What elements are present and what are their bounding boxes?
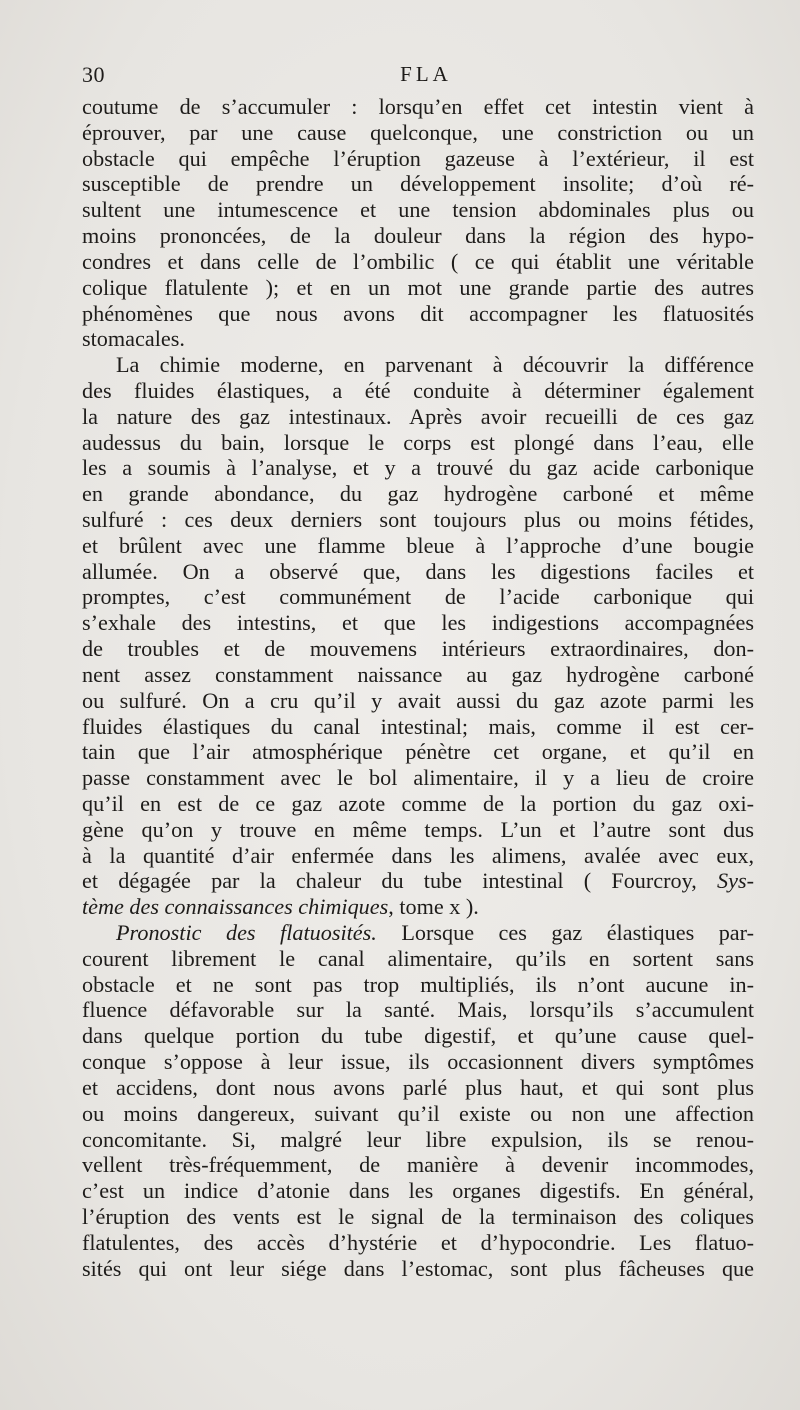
- text-segment: allumée. On a observé que, dans les digestions faciles et: [82, 558, 754, 584]
- text-segment: en grande abondance, du gaz hydrogène carboné et même: [82, 481, 754, 507]
- text-segment: fluence défavorable sur la santé. Mais, lorsqu’ils s’accumulent: [82, 997, 754, 1023]
- text-segment: colique flatulente ); et en un mot une grande partie des autres: [82, 274, 754, 300]
- page-number: 30: [82, 62, 105, 87]
- text-segment: gène qu’on y trouve en même temps. L’un et l’autre sont dus: [82, 816, 754, 842]
- text-line: [82, 223, 754, 249]
- text-segment: c’est un indice d’atonie dans les organes digestifs. En général,: [82, 1178, 754, 1204]
- text-segment: susceptible de prendre un développement insolite; d’où ré-: [82, 171, 754, 197]
- text-segment: promptes, c’est communément de l’acide carbonique qui: [82, 584, 754, 610]
- text-line: [82, 584, 754, 610]
- text-segment: condres et dans celle de l’ombilic ( ce qui établit une véritable: [82, 248, 754, 274]
- text-line: [82, 275, 754, 301]
- text-segment: moins prononcées, de la douleur dans la région des hypo-: [82, 223, 754, 249]
- text-segment: , tome x ).: [388, 894, 479, 920]
- text-line: [82, 171, 754, 197]
- text-line: [82, 1204, 754, 1230]
- text-line: [82, 739, 754, 765]
- text-line: [82, 1023, 754, 1049]
- text-line: [82, 868, 754, 894]
- text-line: [82, 817, 754, 843]
- text-segment: et accidens, dont nous avons parlé plus haut, et qui sont plus: [82, 1074, 754, 1100]
- italic-segment: Sys-: [717, 868, 754, 894]
- text-line: [82, 559, 754, 585]
- text-line: [82, 507, 754, 533]
- text-line: [82, 1178, 754, 1204]
- text-line: [82, 94, 754, 120]
- text-segment: concomitante. Si, malgré leur libre expulsion, ils se renou-: [82, 1126, 754, 1152]
- text-line: [82, 662, 754, 688]
- text-segment: conque s’oppose à leur issue, ils occasionnent divers symptômes: [82, 1049, 754, 1075]
- text-line: [82, 301, 754, 327]
- text-segment: de troubles et de mouvemens intérieurs extraordinaires, don-: [82, 636, 754, 662]
- text-segment: tain que l’air atmosphérique pénètre cet organe, et qu’il en: [82, 739, 754, 765]
- running-head: FLA: [400, 62, 452, 86]
- text-segment: flatulentes, des accès d’hystérie et d’hypocondrie. Les flatuo-: [82, 1229, 754, 1255]
- text-segment: à la quantité d’air enfermée dans les alimens, avalée avec eux,: [82, 842, 754, 868]
- text-line: [82, 1075, 754, 1101]
- text-line: [82, 533, 754, 559]
- text-segment: coutume de s’accumuler : lorsqu’en effet cet intestin vient à: [82, 94, 754, 119]
- text-line: [82, 1256, 754, 1282]
- text-segment: ou sulfuré. On a cru qu’il y avait aussi du gaz azote parmi les: [82, 687, 754, 713]
- text-segment: vellent très-fréquemment, de manière à devenir incommodes,: [82, 1152, 754, 1178]
- text-segment: La chimie moderne, en parvenant à découvrir la différence: [116, 352, 754, 378]
- italic-segment: Pronostic des flatuosités.: [116, 920, 377, 945]
- text-segment: obstacle qui empêche l’éruption gazeuse à l’extérieur, il est: [82, 145, 754, 171]
- text-segment: et dégagée par la chaleur du tube intestinal ( Fourcroy,: [82, 868, 718, 894]
- text-line: [82, 455, 754, 481]
- text-line: [82, 1127, 754, 1153]
- text-line: [82, 481, 754, 507]
- text-segment: sulfuré : ces deux derniers sont toujours plus ou moins fétides,: [82, 507, 754, 532]
- text-segment: obstacle et ne sont pas trop multipliés, ils n’ont aucune in-: [82, 971, 754, 997]
- text-segment: et brûlent avec une flamme bleue à l’approche d’une bougie: [82, 532, 754, 558]
- text-segment: dans quelque portion du tube digestif, et qu’une cause quel-: [82, 1023, 754, 1049]
- text-line: [82, 197, 754, 223]
- text-line: [82, 688, 754, 714]
- page-header: [82, 62, 762, 92]
- text-line: [82, 714, 754, 740]
- text-line: [82, 997, 754, 1023]
- text-segment: nent assez constamment naissance au gaz hydrogène carboné: [82, 661, 754, 687]
- text-line: [82, 894, 754, 920]
- text-segment: les a soumis à l’analyse, et y a trouvé du gaz acide carbonique: [82, 455, 754, 481]
- text-line: [82, 249, 754, 275]
- text-segment: s’exhale des intestins, et que les indigestions accompagnées: [82, 610, 754, 636]
- text-segment: passe constamment avec le bol alimentaire, il y a lieu de croire: [82, 765, 754, 791]
- text-segment: fluides élastiques du canal intestinal; mais, comme il est cer-: [82, 713, 754, 739]
- body-text: [82, 94, 754, 1281]
- text-line: [82, 791, 754, 817]
- text-line: [82, 352, 754, 378]
- text-segment: sultent une intumescence et une tension abdominales plus ou: [82, 197, 754, 223]
- text-segment: la nature des gaz intestinaux. Après avoir recueilli de ces gaz: [82, 403, 754, 429]
- text-segment: audessus du bain, lorsque le corps est plongé dans l’eau, elle: [82, 429, 754, 455]
- text-segment: qu’il en est de ce gaz azote comme de la portion du gaz oxi-: [82, 790, 754, 816]
- text-line: [82, 430, 754, 456]
- text-line: [82, 378, 754, 404]
- text-line: [82, 1049, 754, 1075]
- text-line: [82, 946, 754, 972]
- text-line: [82, 610, 754, 636]
- text-segment: phénomènes que nous avons dit accompagner les flatuosités: [82, 300, 754, 326]
- italic-segment: tème des connaissances chimiques: [82, 894, 389, 920]
- text-segment: courent librement le canal alimentaire, qu’ils en sortent sans: [82, 945, 754, 971]
- text-line: [82, 636, 754, 662]
- text-segment: des fluides élastiques, a été conduite à déterminer également: [82, 377, 754, 403]
- text-line: [82, 843, 754, 869]
- text-line: [82, 120, 754, 146]
- text-line: [82, 1230, 754, 1256]
- text-segment: stomacales.: [82, 326, 185, 352]
- text-line: [82, 920, 754, 946]
- text-segment: sités qui ont leur siége dans l’estomac, sont plus fâcheuses que: [82, 1255, 754, 1281]
- text-line: [82, 972, 754, 998]
- text-line: [82, 1152, 754, 1178]
- text-line: [82, 326, 754, 352]
- text-segment: l’éruption des vents est le signal de la terminaison des coliques: [82, 1203, 754, 1229]
- text-line: [82, 404, 754, 430]
- text-segment: Lorsque ces gaz élastiques par-: [376, 920, 754, 945]
- text-line: [82, 1101, 754, 1127]
- text-line: [82, 146, 754, 172]
- text-segment: éprouver, par une cause quelconque, une constriction ou un: [82, 119, 754, 145]
- text-segment: ou moins dangereux, suivant qu’il existe ou non une affection: [82, 1100, 754, 1126]
- text-line: [82, 765, 754, 791]
